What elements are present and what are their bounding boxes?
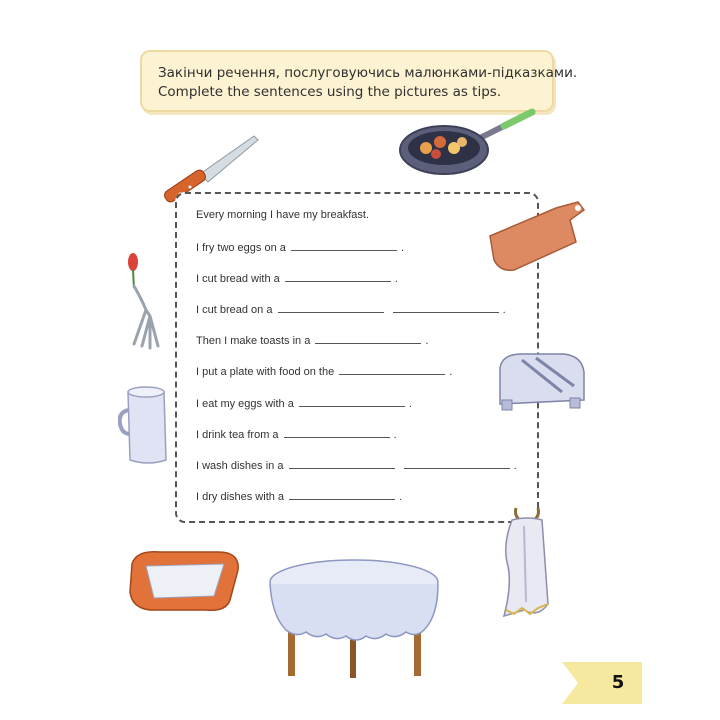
- sentence-6: I put a plate with food on the .: [196, 366, 453, 378]
- table-illustration: [266, 556, 442, 684]
- sentence-7: I eat my eggs with a .: [196, 398, 412, 410]
- sentence-2: I fry two eggs on a .: [196, 242, 405, 254]
- answer-blank[interactable]: [289, 458, 395, 469]
- instruction-ukrainian: Закінчи речення, послуговуючись малюнками-підказками.: [158, 65, 578, 81]
- answer-blank[interactable]: [404, 458, 510, 469]
- answer-blank[interactable]: [285, 271, 391, 282]
- answer-blank[interactable]: [291, 240, 397, 251]
- page-number: 5: [611, 672, 625, 693]
- answer-blank[interactable]: [284, 427, 390, 438]
- sentence-4: I cut bread on a .: [196, 304, 506, 316]
- answer-blank[interactable]: [299, 396, 405, 407]
- sentence-3: I cut bread with a .: [196, 273, 398, 285]
- sentence-8: I drink tea from a .: [196, 429, 397, 441]
- answer-blank[interactable]: [278, 302, 384, 313]
- chopping-board-illustration: [484, 196, 592, 276]
- instruction-english: Complete the sentences using the pictures as tips.: [158, 84, 502, 100]
- toaster-illustration: [492, 348, 592, 416]
- towel-illustration: [498, 506, 558, 624]
- sentence-5: Then I make toasts in a .: [196, 335, 429, 347]
- sink-illustration: [126, 546, 244, 616]
- answer-blank[interactable]: [289, 489, 395, 500]
- fork-illustration: [120, 246, 180, 350]
- sentence-1: Every morning I have my breakfast.: [196, 209, 370, 221]
- cup-illustration: [118, 382, 174, 468]
- sentence-10: I dry dishes with a .: [196, 491, 403, 503]
- answer-blank[interactable]: [315, 333, 421, 344]
- answer-blank[interactable]: [339, 364, 445, 375]
- answer-blank[interactable]: [393, 302, 499, 313]
- frying-pan-illustration: [396, 102, 542, 182]
- page-number-flag: [562, 658, 642, 708]
- sentence-9: I wash dishes in a .: [196, 460, 517, 472]
